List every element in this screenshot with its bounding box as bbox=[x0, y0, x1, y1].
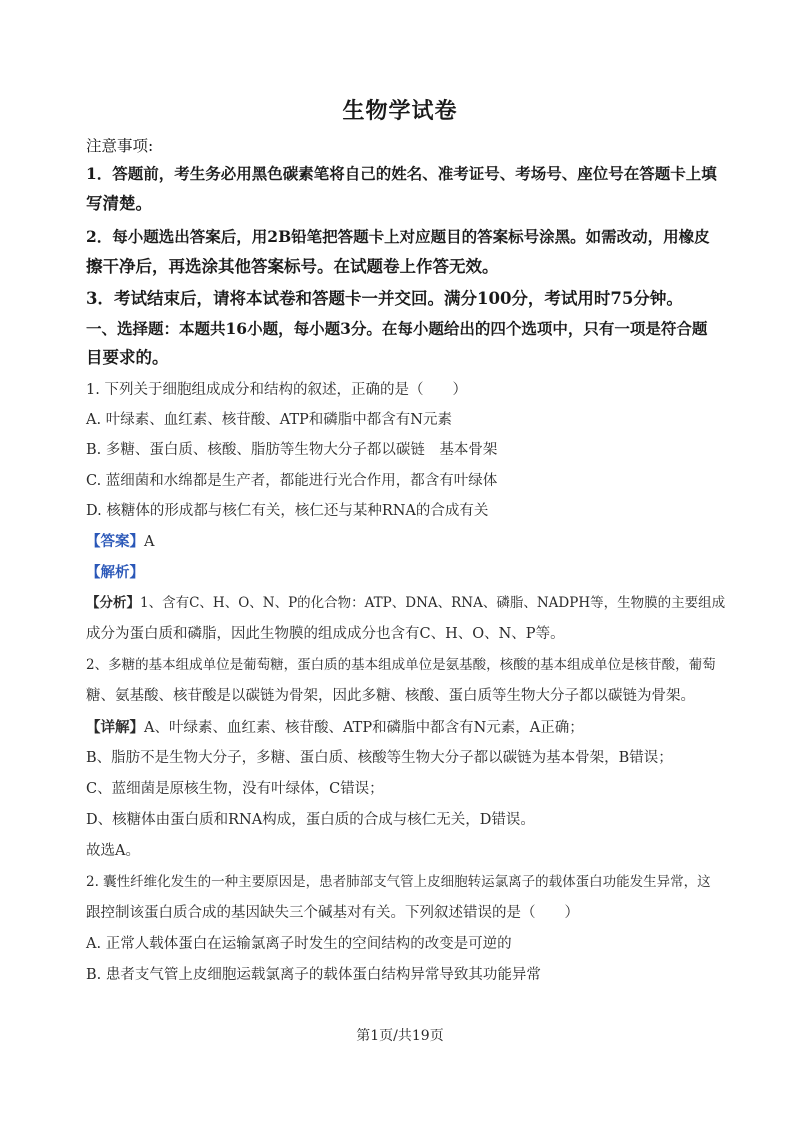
notice-2-line-2: 擦干净后，再选涂其他答案标号。在试题卷上作答无效。 bbox=[86, 257, 499, 276]
section-heading-line-1: 一、选择题：本题共16小题，每小题3分。在每小题给出的四个选项中，只有一项是符合题 bbox=[86, 319, 708, 338]
q1-option-a: A. 叶绿素、血红素、核苷酸、ATP和磷脂中都含有N元素 bbox=[86, 412, 452, 428]
q1-fenxi-line-2: 成分为蛋白质和磷脂，因此生物膜的组成成分也含有C、H、O、N、P等。 bbox=[86, 626, 565, 642]
q1-xiangjie-line-1 bbox=[86, 717, 726, 738]
q1-fenxi-line-4: 糖、氨基酸、核苷酸是以碳链为骨架，因此多糖、核酸、蛋白质等生物大分子都以碳链为骨架。 bbox=[86, 688, 695, 704]
xiangjie-text-1: A、叶绿素、血红素、核苷酸、ATP和磷脂中都含有N元素，A正确； bbox=[144, 720, 584, 736]
notice-1-line-2: 写清楚。 bbox=[86, 194, 152, 213]
notice-3: 3．考试结束后，请将本试卷和答题卡一并交回。满分100分，考试用时75分钟。 bbox=[86, 289, 683, 308]
fenxi-tag: 【分析】 bbox=[86, 595, 140, 611]
q2-option-a: A. 正常人载体蛋白在运输氯离子时发生的空间结构的改变是可逆的 bbox=[86, 936, 512, 952]
q1-stem: 1. 下列关于细胞组成成分和结构的叙述，正确的是（ ） bbox=[86, 382, 467, 398]
q2-stem-line-1: 2. 囊性纤维化发生的一种主要原因是，患者肺部支气管上皮细胞转运氯离子的载体蛋白功能发生异常，这 bbox=[86, 874, 711, 890]
analysis-tag: 【解析】 bbox=[86, 564, 144, 581]
q1-fenxi-line-1 bbox=[86, 593, 726, 613]
q1-conclusion: 故选A。 bbox=[86, 843, 140, 859]
notice-2-line-1: 2．每小题选出答案后，用2B铅笔把答题卡上对应题目的答案标号涂黑。如需改动，用橡皮 bbox=[86, 227, 710, 246]
q1-option-b: B. 多糖、蛋白质、核酸、脂肪等生物大分子都以碳链 基本骨架 bbox=[86, 442, 498, 458]
q1-analysis-heading bbox=[86, 562, 726, 583]
q2-stem-line-2: 跟控制该蛋白质合成的基因缺失三个碱基对有关。下列叙述错误的是（ ） bbox=[86, 905, 579, 921]
q1-fenxi-line-3: 2、多糖的基本组成单位是葡萄糖，蛋白质的基本组成单位是氨基酸，核酸的基本组成单位是核苷酸，葡萄 bbox=[86, 657, 716, 673]
answer-value: A bbox=[144, 534, 155, 550]
q1-xiangjie-line-4: D、核糖体由蛋白质和RNA构成，蛋白质的合成与核仁无关，D错误。 bbox=[86, 812, 535, 828]
q1-option-c: C. 蓝细菌和水绵都是生产者，都能进行光合作用，都含有叶绿体 bbox=[86, 473, 498, 489]
notice-heading: 注意事项: bbox=[86, 137, 154, 155]
section-heading-line-2: 目要求的。 bbox=[86, 348, 169, 367]
notice-1-line-1: 1．答题前，考生务必用黑色碳素笔将自己的姓名、准考证号、考场号、座位号在答题卡上填 bbox=[86, 164, 717, 183]
fenxi-text-1: 1、含有C、H、O、N、P的化合物：ATP、DNA、RNA、磷脂、NADPH等，生物膜的主要组成 bbox=[140, 595, 726, 611]
q1-xiangjie-line-3: C、蓝细菌是原核生物，没有叶绿体，C错误； bbox=[86, 781, 384, 797]
q1-option-d: D. 核糖体的形成都与核仁有关，核仁还与某种RNA的合成有关 bbox=[86, 503, 489, 519]
answer-tag: 【答案】 bbox=[86, 533, 144, 550]
q1-xiangjie-line-2: B、脂肪不是生物大分子，多糖、蛋白质、核酸等生物大分子都以碳链为基本骨架，B错误； bbox=[86, 750, 673, 766]
page-footer: 第1页/共19页 bbox=[356, 1028, 444, 1044]
page-title: 生物学试卷 bbox=[342, 98, 458, 124]
q2-option-b: B. 患者支气管上皮细胞运载氯离子的载体蛋白结构异常导致其功能异常 bbox=[86, 967, 541, 983]
q1-answer bbox=[86, 531, 726, 552]
xiangjie-tag: 【详解】 bbox=[86, 719, 144, 736]
